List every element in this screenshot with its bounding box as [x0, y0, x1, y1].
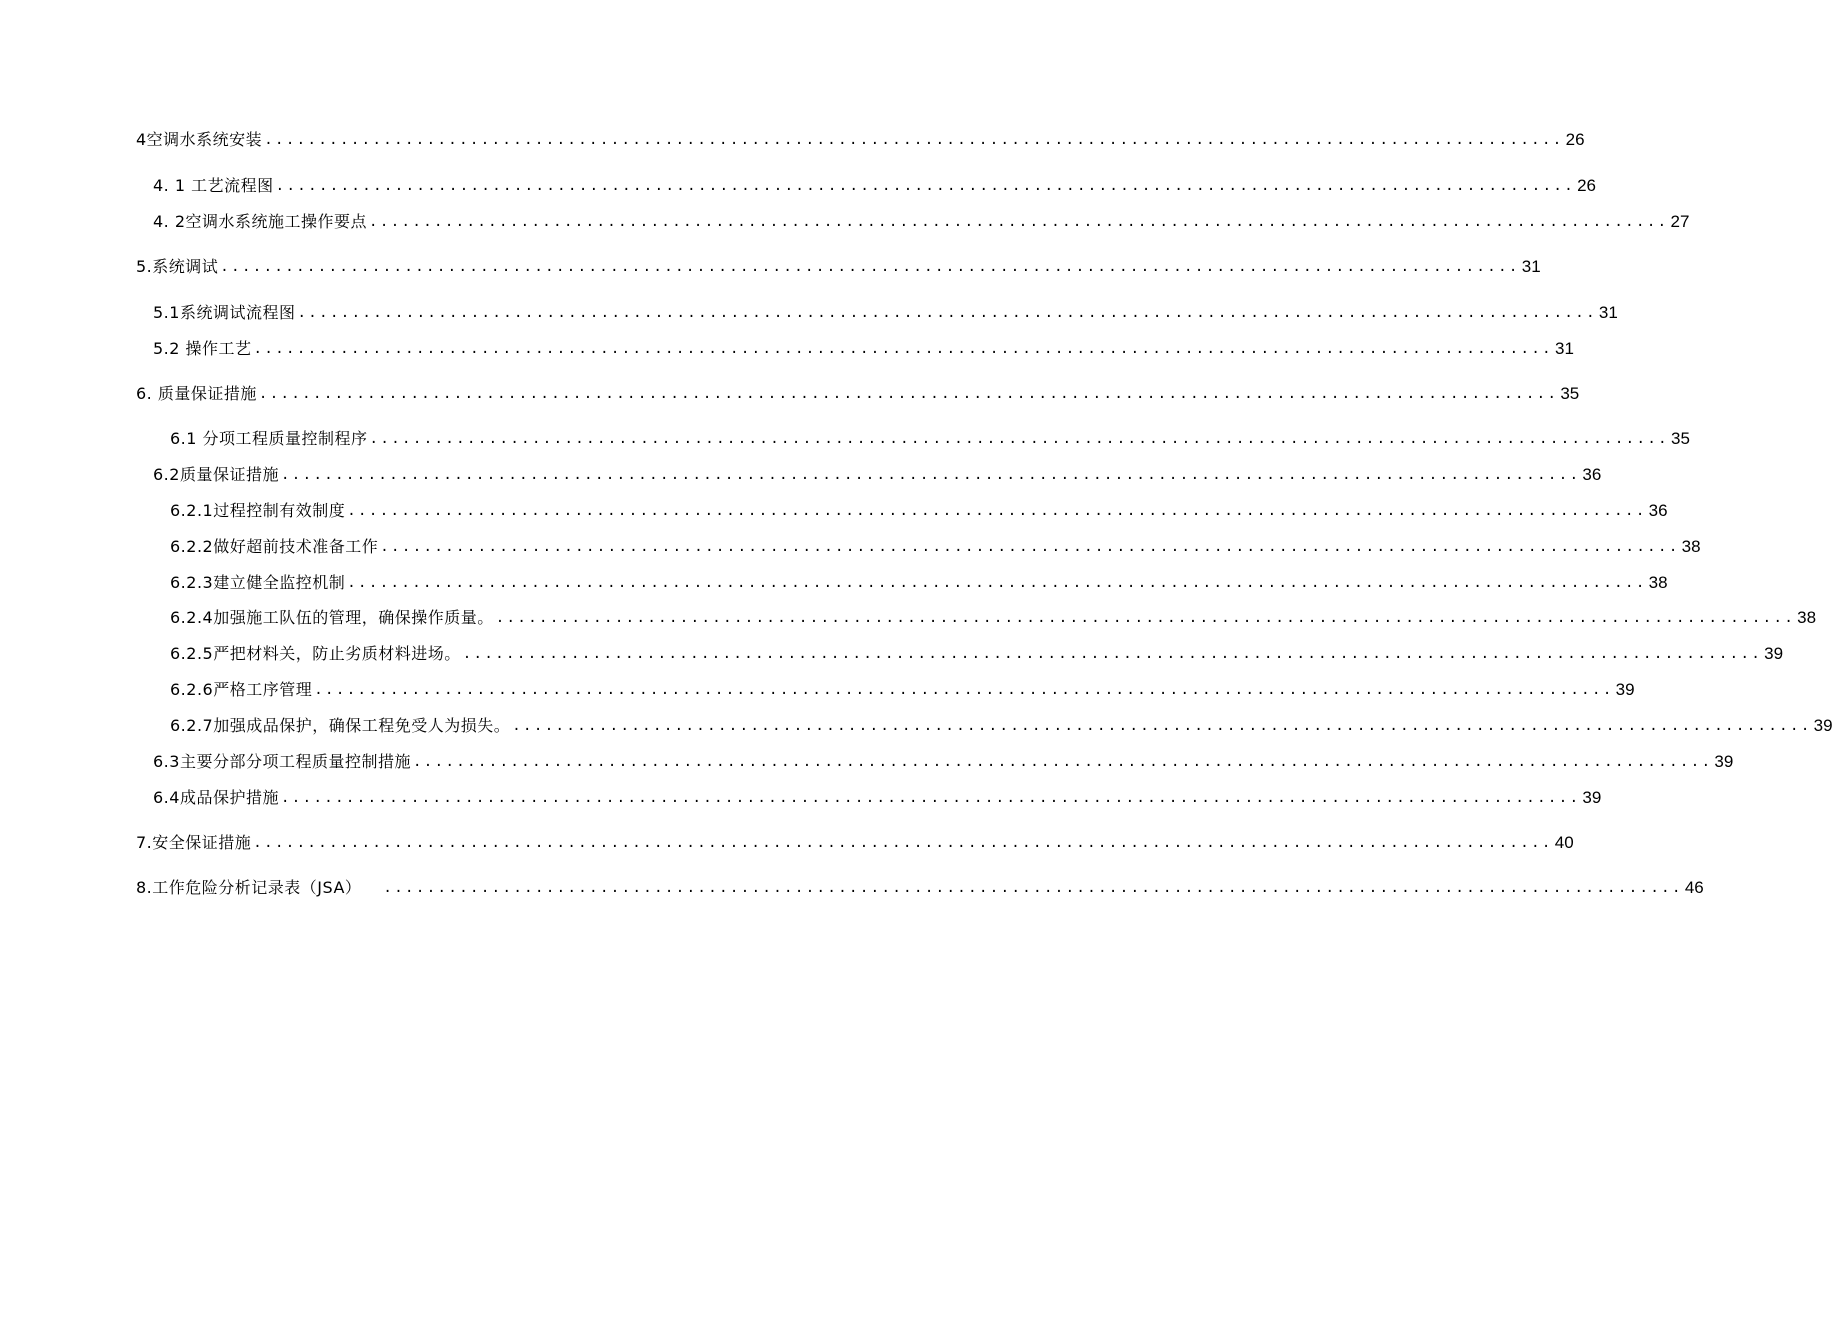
- dot-leader: ........................................................................................................................: [369, 431, 1669, 447]
- toc-entry-label: 5.2 操作工艺: [153, 339, 252, 358]
- toc-entry-page: 26: [1577, 176, 1596, 195]
- toc-entry[interactable]: [170, 640, 1784, 664]
- toc-entry-page: 39: [1813, 716, 1833, 735]
- toc-entry-page: 36: [1648, 501, 1668, 520]
- toc-entry[interactable]: [136, 829, 1574, 853]
- dot-leader: ........................................................................................................................: [462, 646, 1763, 662]
- toc-entry-label: 6.1 分项工程质量控制程序: [170, 429, 368, 448]
- toc-entry-page: 38: [1681, 537, 1701, 556]
- toc-entry-label: 7.安全保证措施: [136, 833, 252, 852]
- dot-leader: ........................................................................................................................: [253, 835, 1553, 851]
- toc-entry-page: 38: [1648, 573, 1668, 592]
- toc-entry-label: 6.2.5严把材料关，防止劣质材料进场。: [170, 644, 461, 663]
- dot-leader: ........................................................................................................................: [383, 880, 1683, 896]
- toc-entry[interactable]: [170, 569, 1668, 593]
- toc-entry-label: 5.1系统调试流程图: [153, 303, 296, 322]
- toc-entry-page: 36: [1582, 465, 1602, 484]
- toc-entry-page: 39: [1714, 752, 1734, 771]
- toc-entry-label: 5.系统调试: [136, 257, 219, 276]
- toc-entry[interactable]: [136, 380, 1580, 404]
- toc-entry[interactable]: [170, 497, 1668, 521]
- toc-entry-page: 40: [1554, 833, 1574, 852]
- toc-entry-page: 31: [1555, 339, 1574, 358]
- toc-entry[interactable]: [136, 253, 1541, 277]
- toc-entry[interactable]: [136, 126, 1585, 150]
- dot-leader: ........................................................................................................................: [369, 214, 1669, 230]
- dot-leader: ........................................................................................................................: [495, 610, 1796, 626]
- toc-entry[interactable]: [136, 874, 1704, 898]
- toc-entry[interactable]: [170, 604, 1817, 628]
- toc-entry-page: 35: [1560, 384, 1580, 403]
- toc-entry-label: 6.4成品保护措施: [153, 788, 279, 807]
- toc-entry[interactable]: [153, 172, 1596, 196]
- toc-entry-label: 8.工作危险分析记录表（JSA）: [136, 878, 362, 897]
- toc-entry-page: 39: [1582, 788, 1602, 807]
- dot-leader: ........................................................................................................................: [280, 790, 1581, 806]
- toc-entry[interactable]: [170, 425, 1690, 449]
- dot-leader: ........................................................................................................................: [275, 178, 1576, 194]
- toc-entry[interactable]: [170, 676, 1635, 700]
- toc-entry-label: 6.2质量保证措施: [153, 465, 279, 484]
- toc-entry-page: 46: [1684, 878, 1704, 897]
- toc-entry-page: 39: [1615, 680, 1635, 699]
- toc-entry[interactable]: [170, 712, 1833, 736]
- toc-entry-page: 31: [1598, 303, 1618, 322]
- toc-entry-page: 38: [1797, 608, 1817, 627]
- toc-entry-label: 6.2.1过程控制有效制度: [170, 501, 346, 520]
- toc-entry-label: 4. 1 工艺流程图: [153, 176, 274, 195]
- dot-leader: ........................................................................................................................: [380, 539, 1680, 555]
- toc-entry-label: 6.2.4加强施工队伍的管理，确保操作质量。: [170, 608, 494, 627]
- toc-entry[interactable]: [153, 784, 1602, 808]
- toc-entry-label: 6.2.2做好超前技术准备工作: [170, 537, 379, 556]
- toc-entry[interactable]: [153, 208, 1690, 232]
- toc-entry[interactable]: [153, 748, 1734, 772]
- dot-leader: ........................................................................................................................: [314, 682, 1614, 698]
- dot-leader: ........................................................................................................................: [253, 341, 1553, 357]
- dot-leader: ........................................................................................................................: [412, 754, 1713, 770]
- toc-entry-label: 4空调水系统安装: [136, 130, 263, 149]
- toc-entry-label: 6.2.3建立健全监控机制: [170, 573, 346, 592]
- toc-entry[interactable]: [153, 299, 1618, 323]
- dot-leader: ........................................................................................................................: [264, 132, 1564, 148]
- dot-leader: ........................................................................................................................: [280, 467, 1581, 483]
- dot-leader: ........................................................................................................................: [297, 305, 1597, 321]
- toc-entry[interactable]: [153, 461, 1602, 485]
- toc-entry-page: 39: [1764, 644, 1784, 663]
- toc-entry-page: 26: [1565, 130, 1585, 149]
- toc-entry-page: 31: [1521, 257, 1541, 276]
- toc-entry-page: 35: [1671, 429, 1690, 448]
- toc-entry-label: 4. 2空调水系统施工操作要点: [153, 212, 368, 231]
- toc-entry[interactable]: [153, 335, 1574, 359]
- toc-entry-label: 6.2.7加强成品保护，确保工程免受人为损失。: [170, 716, 511, 735]
- dot-leader: ........................................................................................................................: [220, 259, 1520, 275]
- toc-entry-page: 27: [1670, 212, 1690, 231]
- dot-leader: ........................................................................................................................: [258, 386, 1559, 402]
- toc-entry-label: 6. 质量保证措施: [136, 384, 257, 403]
- dot-leader: ........................................................................................................................: [512, 718, 1812, 734]
- toc-entry-label: 6.2.6严格工序管理: [170, 680, 313, 699]
- dot-leader: ........................................................................................................................: [347, 575, 1647, 591]
- toc-entry-label: 6.3主要分部分项工程质量控制措施: [153, 752, 411, 771]
- dot-leader: ........................................................................................................................: [347, 503, 1647, 519]
- toc-entry[interactable]: [170, 533, 1701, 557]
